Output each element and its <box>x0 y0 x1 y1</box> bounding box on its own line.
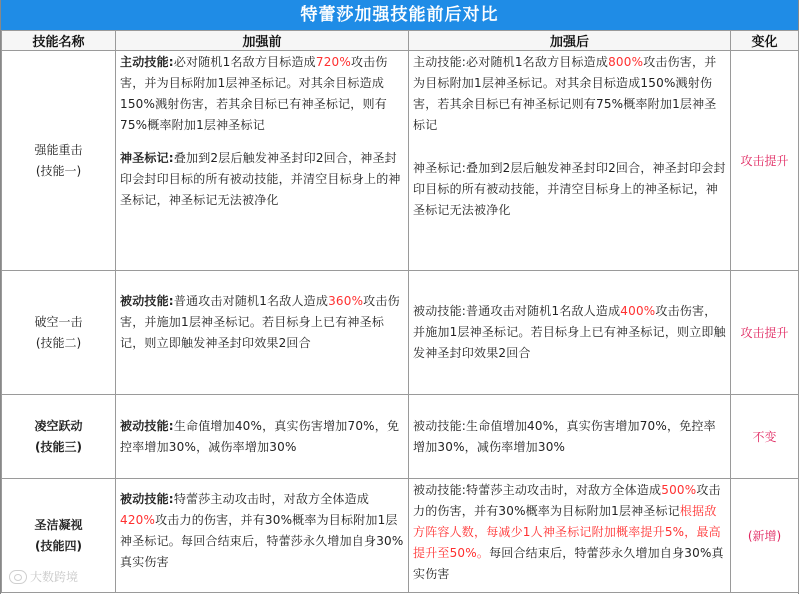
after-paragraph: 被动技能:生命值增加40%，真实伤害增加70%，免控率增加30%，减伤率增加30% <box>413 418 716 454</box>
new-effect-text: 根据敌方阵容人数，每减少1人神圣标记附加概率提升5%，最高提升至50%。 <box>413 504 721 560</box>
after-text: 每回合结束后，特蕾莎永久增加自身30%真实伤害 <box>413 546 724 581</box>
change-badge: 不变 <box>731 395 799 479</box>
page-title: 特蕾莎加强技能前后对比 <box>1 0 798 31</box>
before-cell <box>116 271 409 395</box>
skill-name-cell <box>2 395 116 479</box>
comparison-table <box>1 30 799 593</box>
watermark <box>9 568 78 585</box>
change-badge: 攻击提升 <box>731 271 799 395</box>
skill-name: 圣洁凝视 <box>34 517 83 532</box>
after-paragraph: 神圣标记:叠加到2层后触发神圣封印2回合，神圣封印会封印目标的所有被动技能，并清空目标身上的神圣标记，神圣标记无法被净化 <box>413 161 726 217</box>
skill-name-cell <box>2 271 116 395</box>
skill-type-label: 被动技能: <box>120 492 174 506</box>
before-text: 攻击伤害，并为目标附加1层神圣标记。对其余目标造成150%溅射伤害，若其余目标已有神圣标记，则有75%概率附加1层神圣标记 <box>120 55 388 132</box>
after-text: 被动技能:普通攻击对随机1名敌人造成 <box>413 304 621 318</box>
before-cell <box>116 395 409 479</box>
after-cell <box>409 395 731 479</box>
after-text: 攻击力的伤害，并有30%概率为目标附加1层神圣标记 <box>413 483 721 518</box>
before-paragraph <box>120 291 404 354</box>
skill-index: (技能四) <box>35 538 82 553</box>
skill-index: (技能一) <box>35 163 82 178</box>
after-text: 攻击伤害，并施加1层神圣标记。若目标身上已有神圣标记，则立即触发神圣封印效果2回合 <box>413 304 726 360</box>
damage-value: 360% <box>328 294 364 308</box>
after-paragraph <box>413 301 726 364</box>
before-text: 特蕾莎主动攻击时，对敌方全体造成 <box>173 492 370 506</box>
header-skill-name: 技能名称 <box>2 31 116 51</box>
change-badge: (新增) <box>731 479 799 593</box>
after-cell <box>409 271 731 395</box>
mark-label: 神圣标记: <box>120 151 174 165</box>
skill-index: (技能三) <box>35 439 82 454</box>
table-row <box>2 395 799 479</box>
skill-name-cell <box>2 51 116 271</box>
before-paragraph <box>120 52 404 136</box>
after-text: 被动技能:特蕾莎主动攻击时，对敌方全体造成 <box>413 483 662 497</box>
before-text: 生命值增加40%，真实伤害增加70%，免控率增加30%，减伤率增加30% <box>120 418 400 454</box>
before-paragraph <box>120 416 404 458</box>
skill-type-label: 被动技能: <box>120 294 174 308</box>
damage-value: 720% <box>315 55 351 69</box>
skill-index: (技能二) <box>35 335 82 350</box>
watermark-logo-icon <box>9 570 27 584</box>
after-text: 主动技能:必对随机1名敌方目标造成 <box>413 55 609 69</box>
skill-name: 强能重击 <box>34 142 83 157</box>
table-row <box>2 479 799 593</box>
after-text: 攻击伤害，并为目标附加1层神圣标记。对其余目标造成150%溅射伤害，若其余目标已有神圣标记则有75%概率附加1层神圣标记 <box>413 55 717 132</box>
before-paragraph <box>120 148 404 211</box>
damage-value: 400% <box>620 304 656 318</box>
after-cell <box>409 51 731 271</box>
skill-type-label: 主动技能: <box>120 55 174 69</box>
before-paragraph <box>120 489 404 573</box>
header-after: 加强后 <box>409 31 731 51</box>
skill-type-label: 被动技能: <box>120 418 174 433</box>
skill-name: 凌空跃动 <box>34 418 83 433</box>
before-text: 必对随机1名敌方目标造成 <box>173 55 316 69</box>
skill-name: 破空一击 <box>34 314 83 329</box>
watermark-text: 大数跨境 <box>30 570 79 584</box>
before-text: 攻击伤害，并施加1层神圣标记。若目标身上已有神圣标记，则立即触发神圣封印效果2回合 <box>120 294 400 350</box>
damage-value: 500% <box>661 483 697 497</box>
before-text: 叠加到2层后触发神圣封印2回合，神圣封印会封印目标的所有被动技能，并清空目标身上的神圣标记，神圣标记无法被净化 <box>120 151 401 207</box>
table-row <box>2 271 799 395</box>
table-header-row <box>2 31 799 51</box>
before-cell <box>116 51 409 271</box>
after-cell <box>409 479 731 593</box>
after-paragraph <box>413 52 726 136</box>
header-change: 变化 <box>731 31 799 51</box>
before-cell <box>116 479 409 593</box>
header-before: 加强前 <box>116 31 409 51</box>
damage-value: 800% <box>608 55 644 69</box>
after-paragraph <box>413 480 726 585</box>
before-text: 攻击力的伤害，并有30%概率为目标附加1层神圣标记。每回合结束后，特蕾莎永久增加自身30%真实伤害 <box>120 513 404 569</box>
damage-value: 420% <box>120 513 156 527</box>
table-row <box>2 51 799 271</box>
before-text: 普通攻击对随机1名敌人造成 <box>173 294 329 308</box>
change-badge: 攻击提升 <box>731 51 799 271</box>
